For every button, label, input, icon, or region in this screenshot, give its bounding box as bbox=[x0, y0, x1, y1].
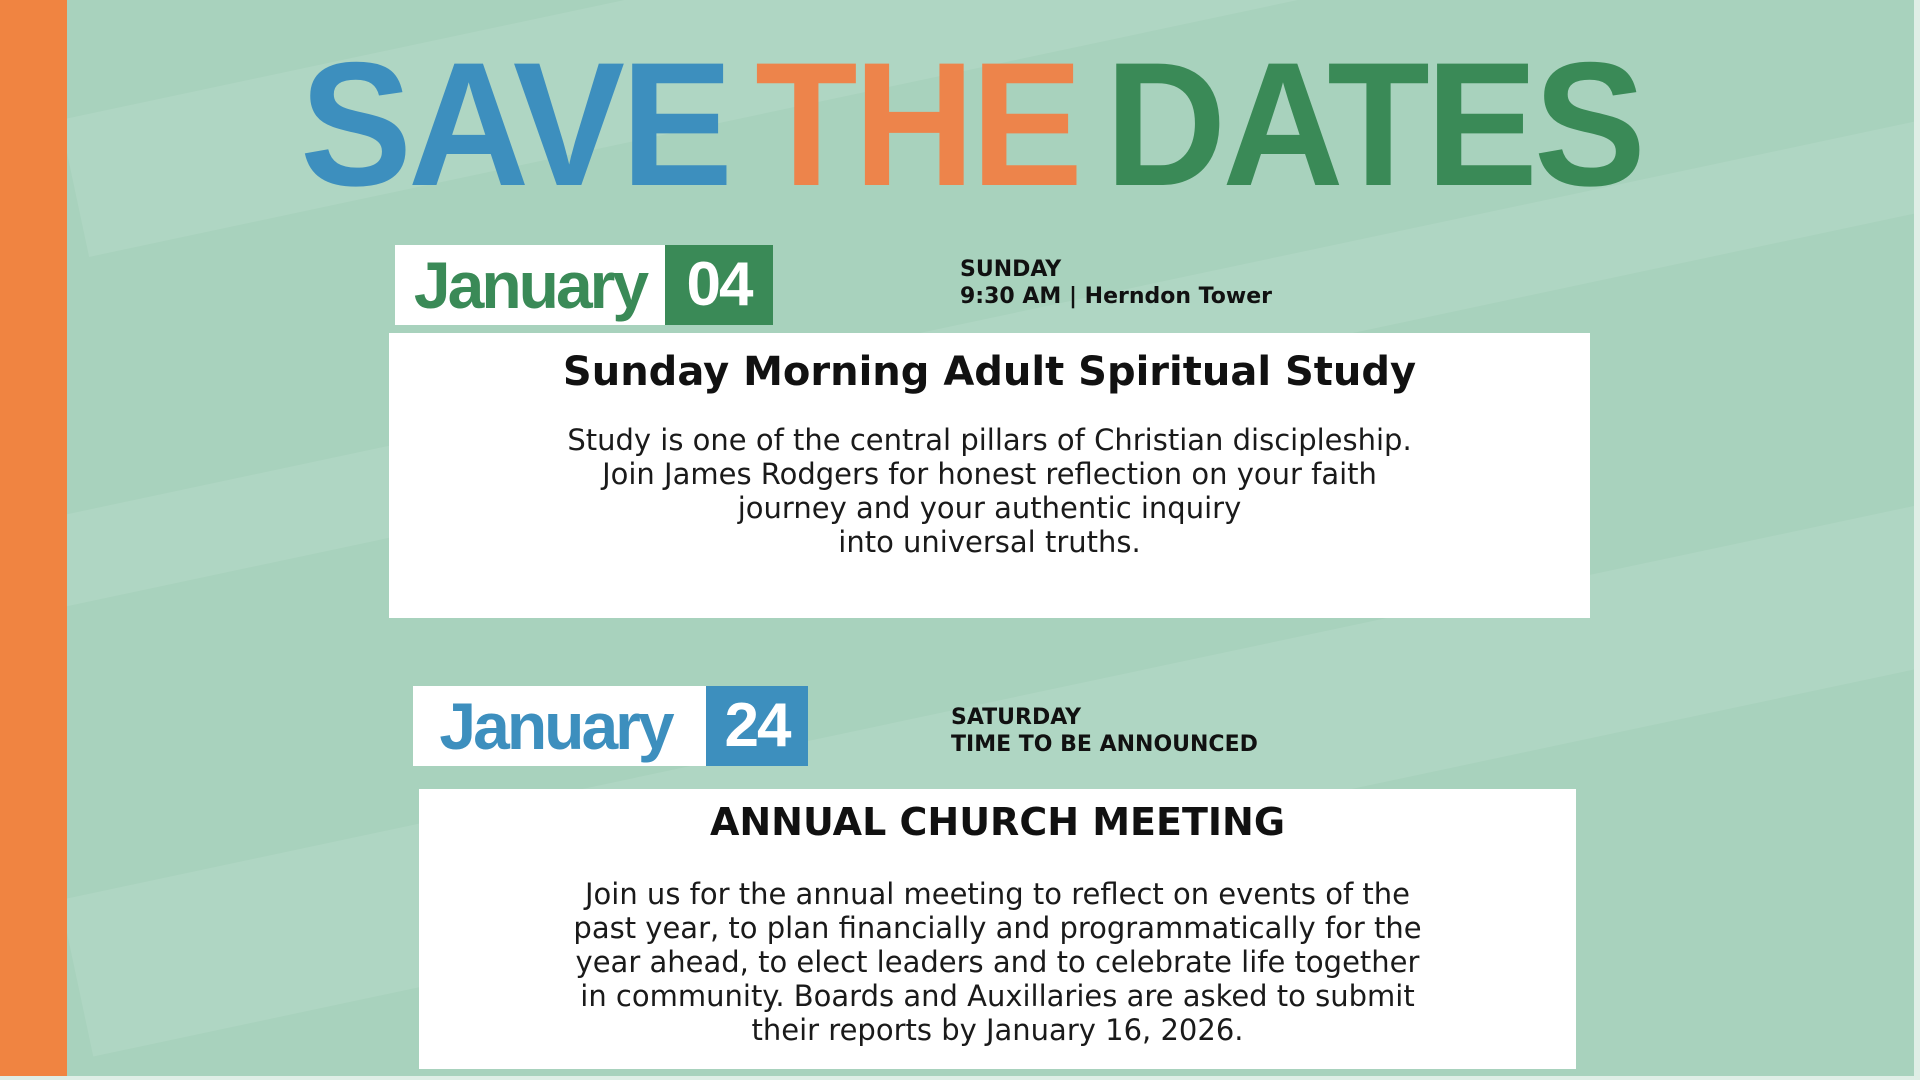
event-1-title: Sunday Morning Adult Spiritual Study bbox=[562, 349, 1417, 395]
event-2-when bbox=[951, 704, 1258, 758]
event-2-description-line: Join us for the annual meeting to reflect on events of the bbox=[584, 877, 1410, 911]
save-the-dates-heading bbox=[300, 25, 1642, 223]
event-2-description bbox=[419, 877, 1576, 1047]
bottom-border bbox=[0, 1076, 1920, 1080]
event-2-title: ANNUAL CHURCH MEETING bbox=[709, 800, 1286, 844]
event-2-date-tag bbox=[413, 686, 808, 766]
event-1-month: January bbox=[413, 248, 647, 322]
event-1-description-line: into universal truths. bbox=[838, 525, 1141, 559]
event-2-weekday: SATURDAY bbox=[951, 705, 1082, 730]
heading-word-the: THE bbox=[755, 25, 1080, 223]
event-1-card bbox=[389, 333, 1590, 618]
orange-side-bar bbox=[0, 0, 67, 1080]
event-2-description-line: their reports by January 16, 2026. bbox=[751, 1013, 1244, 1047]
event-2-card bbox=[419, 789, 1576, 1069]
event-1-description-line: Join James Rodgers for honest reflection on your faith bbox=[602, 457, 1377, 491]
event-1-description-line: journey and your authentic inquiry bbox=[737, 491, 1242, 525]
event-1-when bbox=[960, 256, 1272, 310]
event-2-description-line: past year, to plan financially and programmatically for the bbox=[573, 911, 1422, 945]
heading-word-dates: DATES bbox=[1105, 25, 1642, 223]
right-border bbox=[1914, 0, 1920, 1080]
event-1-weekday: SUNDAY bbox=[960, 257, 1062, 282]
heading-word-save: SAVE bbox=[300, 25, 730, 223]
event-1-description-line: Study is one of the central pillars of Christian discipleship. bbox=[567, 423, 1412, 457]
event-2-day: 24 bbox=[706, 686, 808, 766]
event-2-time-place: TIME TO BE ANNOUNCED bbox=[951, 732, 1258, 757]
event-1-date-tag bbox=[395, 245, 773, 325]
event-2-description-line: in community. Boards and Auxillaries are asked to submit bbox=[580, 979, 1415, 1013]
event-1-description bbox=[389, 423, 1590, 559]
event-2-description-line: year ahead, to elect leaders and to celebrate life together bbox=[575, 945, 1420, 979]
event-1-time-place: 9:30 AM | Herndon Tower bbox=[960, 284, 1272, 309]
event-2-month: January bbox=[439, 689, 672, 763]
event-1-day: 04 bbox=[665, 245, 773, 325]
